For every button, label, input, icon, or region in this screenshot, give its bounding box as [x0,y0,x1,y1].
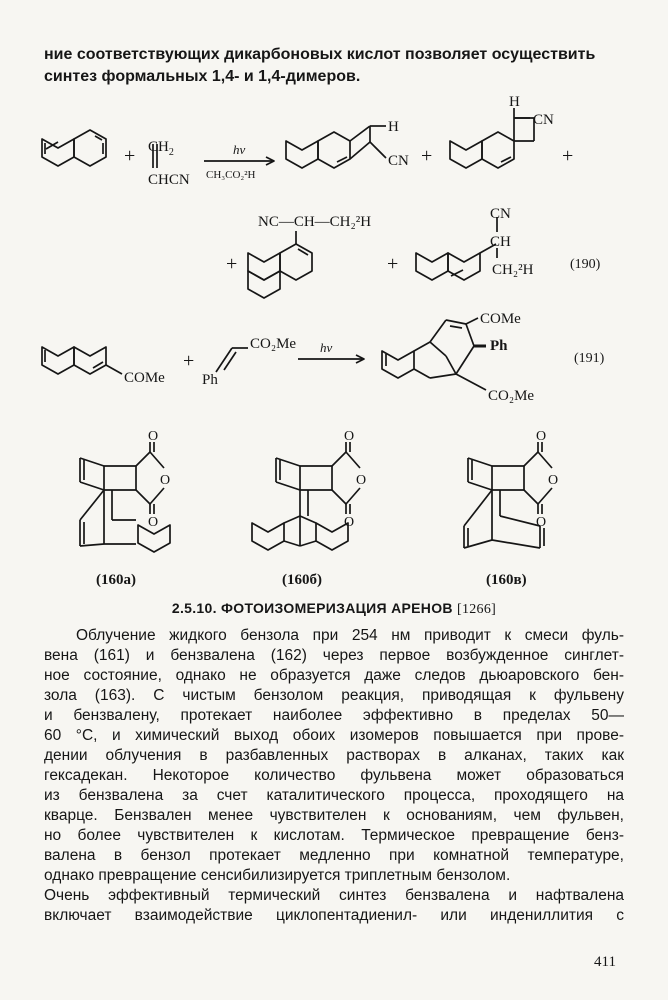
body-line: ное состояние, однако не образуется даже следов дьюаровского бен- [44,667,624,684]
adduct1-h: H [388,119,399,135]
acrylonitrile-ch2: $CH_2$ [148,139,174,158]
plus-3: + [562,145,574,167]
cyclobutane-adduct-2 [450,108,534,168]
intro-line-2: синтез формальных 1,4- и 1,4-димеров. [44,68,361,85]
condition-hv-190: hν [233,142,246,157]
adduct2-cn: CN [533,112,554,128]
plus-5: + [387,253,399,275]
product4-cn: CN [490,206,511,222]
anhydride-160v-oxygen-top: O [536,429,547,444]
body-line: Облучение жидкого бензола при 254 нм приводит к смеси фуль- [76,627,624,644]
condition-hv-191: hν [320,340,333,355]
body-line: из бензвалена за счет каталитического процесса, проходящего на [44,787,624,804]
photoadduct-191 [382,318,486,390]
anhydride-160a [80,442,170,552]
plus-6: + [183,350,195,372]
cyclobutane-adduct-1 [286,126,386,168]
intro-line-1: ние соответствующих дикарбоновых кислот позволяет осуществить [44,46,596,63]
body-line: и бензвалену, протекает наиболее эффективно в пределах 50— [44,707,624,724]
anhydride-160a-oxygen-top: O [148,429,159,444]
product3-chain: NC—CH—CH₂²H [258,214,372,230]
adduct1-cn: CN [388,153,409,169]
photoadduct-co2me: CO₂Me [488,388,535,404]
naphthyl-product-3 [248,231,312,298]
anhydride-160b [252,442,360,550]
body-line: включает взаимодействие циклопентадиенил- или индениллития с [44,907,624,924]
body-line: гексадекан. Некоторое количество фульвена может образоваться [44,767,624,784]
condition-solvent-190: CH₃CO₂²H [206,169,256,181]
body-line: вена (161) и бензвалена (162) через первое возбужденное синглет- [44,647,624,664]
photoadduct-come: COMe [480,311,521,327]
adduct2-h: H [509,94,520,110]
anhydride-160b-oxygen-ring: O [356,473,367,488]
label-160a: (160а) [96,572,136,588]
body-line: 60 °С, и химический выход обоих изомеров повышается при прове- [44,727,624,744]
anhydride-160b-oxygen-top: O [344,429,355,444]
plus-2: + [421,145,433,167]
body-paragraph [44,626,624,926]
equation-label-190: (190) [570,257,601,272]
naphthyl-product-4 [416,217,497,280]
plus-4: + [226,253,238,275]
acetylnaphthalene-come: COMe [124,370,165,386]
anhydride-160b-oxygen-bottom: O [344,515,355,530]
anhydride-160a-oxygen-ring: O [160,473,171,488]
anhydride-160v-oxygen-ring: O [548,473,559,488]
anhydride-160a-oxygen-bottom: O [148,515,159,530]
acrylonitrile-chcn: CHCN [148,172,190,188]
body-line: зола (163). С чистым бензолом реакция, приводящая к фульвену [44,687,624,704]
body-line: однако превращение сенсибилизируется триплетным бензолом. [44,867,511,884]
anhydride-160v [464,442,552,548]
page-number: 411 [594,954,616,970]
body-line: Очень эффективный термический синтез бензвалена и нафтвалена [44,887,624,904]
cinnamate-ph: Ph [202,372,218,388]
product4-ch2: CH₂²H [492,262,534,278]
cinnamate-co2me: CO₂Me [250,336,297,352]
acetylnaphthalene [42,347,122,374]
naphthalene-reactant [42,130,106,166]
label-160v: (160в) [486,572,527,588]
body-line: но более чувствителен к кислотам. Термическое превращение бенз- [44,827,624,844]
methyl-cinnamate [216,348,248,372]
section-heading [0,600,668,618]
photoadduct-ph: Ph [490,338,508,354]
label-160b: (160б) [282,572,322,588]
body-line: дении облучения в разбавленных растворах в алканах, таких как [44,747,624,764]
body-line: валена в бензол протекает медленно при комнатной температуре, [44,847,624,864]
section-reference: [1266] [457,602,497,617]
plus-1: + [124,145,136,167]
body-line: кварце. Бензвален менее чувствителен к основаниям, чем фульвен, [44,807,624,824]
section-title-text: ФОТОИЗОМЕРИЗАЦИЯ АРЕНОВ [221,600,453,616]
section-number: 2.5.10. [171,600,217,616]
equation-label-191: (191) [574,351,605,366]
anhydride-160v-oxygen-bottom: O [536,515,547,530]
product4-ch: CH [490,234,511,250]
